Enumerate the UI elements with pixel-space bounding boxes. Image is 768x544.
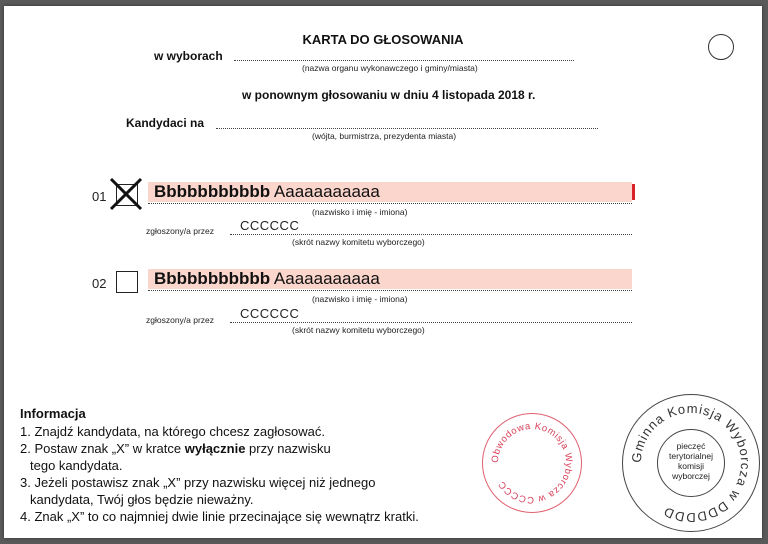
- x-mark-icon: [108, 176, 144, 212]
- runoff-line: w ponownym głosowaniu w dniu 4 listopada 2018 r.: [242, 88, 536, 102]
- committee-dotted-line: [230, 322, 632, 323]
- candidate-surname: Bbbbbbbbbbb: [154, 182, 271, 201]
- municipal-commission-stamp: [622, 394, 760, 532]
- info-item-continued: tego kandydata.: [30, 458, 123, 473]
- candidate-checkbox-01[interactable]: [116, 184, 138, 206]
- stamp-ring-icon: [483, 414, 581, 512]
- info-item: 1. Znajdź kandydata, na którego chcesz zagłosować.: [20, 424, 325, 439]
- info-heading: Informacja: [20, 406, 86, 421]
- candidates-hint: (wójta, burmistrza, prezydenta miasta): [312, 131, 457, 141]
- stamp-center-circle: [657, 429, 725, 497]
- committee-name: CCCCCC: [240, 218, 300, 233]
- info-list: [20, 423, 490, 525]
- candidate-checkbox-02[interactable]: [116, 271, 138, 293]
- elections-dotted-line: [234, 60, 574, 61]
- stamp-center-line: wyborczej: [672, 471, 710, 481]
- stamp-center-line: pieczęć: [676, 441, 706, 451]
- candidate-first-name: Aaaaaaaaaaa: [273, 269, 380, 288]
- elections-label: w wyborach: [154, 49, 223, 63]
- candidate-first-name: Aaaaaaaaaaa: [273, 182, 380, 201]
- nominated-label: zgłoszony/a przez: [146, 315, 215, 325]
- ballot-title: KARTA DO GŁOSOWANIA: [302, 32, 464, 47]
- committee-hint: (skrót nazwy komitetu wyborczego): [292, 325, 425, 335]
- info-item: [20, 440, 490, 457]
- candidate-name: [154, 182, 380, 202]
- info-item-continued: kandydata, Twój głos będzie nieważny.: [30, 492, 254, 507]
- candidate-number: 01: [92, 189, 107, 204]
- name-hint: (nazwisko i imię - imiona): [312, 207, 408, 217]
- ballot-sheet: [4, 6, 762, 538]
- stamp-center-line: terytorialnej: [669, 451, 713, 461]
- nominated-label: zgłoszony/a przez: [146, 226, 215, 236]
- committee-name: CCCCCC: [240, 306, 300, 321]
- info-text: 2. Postaw znak „X” w kratce: [20, 441, 185, 456]
- stamp-center-line: komisji: [678, 461, 704, 471]
- name-hint: (nazwisko i imię - imiona): [312, 294, 408, 304]
- stamp-ring-text: Gminna Komisja Wyborcza w DDDDDD: [628, 400, 754, 526]
- committee-dotted-line: [230, 234, 632, 235]
- candidate-name: [154, 269, 380, 289]
- committee-hint: (skrót nazwy komitetu wyborczego): [292, 237, 425, 247]
- name-dotted-line: [148, 203, 632, 204]
- elections-hint: (nazwa organu wykonawczego i gminy/miasta): [302, 63, 478, 73]
- stamp-center-text: [658, 430, 724, 481]
- candidate-surname: Bbbbbbbbbbb: [154, 269, 271, 288]
- info-item: 3. Jeżeli postawisz znak „X” przy nazwisku więcej niż jednego: [20, 475, 376, 490]
- candidates-label: Kandydaci na: [126, 116, 205, 130]
- red-marker: [632, 184, 635, 200]
- corner-circle-mark: [708, 34, 734, 60]
- info-emphasis: wyłącznie: [184, 441, 246, 456]
- candidates-dotted-line: [216, 128, 598, 129]
- candidate-number: 02: [92, 276, 107, 291]
- district-commission-stamp: [482, 413, 582, 513]
- stamp-ring-text: Obwodowa Komisja Wyborcza w CCCCC: [489, 420, 575, 506]
- name-dotted-line: [148, 290, 632, 291]
- info-item: 4. Znak „X” to co najmniej dwie linie przecinające się wewnątrz kratki.: [20, 509, 419, 524]
- info-text: przy nazwisku: [245, 441, 331, 456]
